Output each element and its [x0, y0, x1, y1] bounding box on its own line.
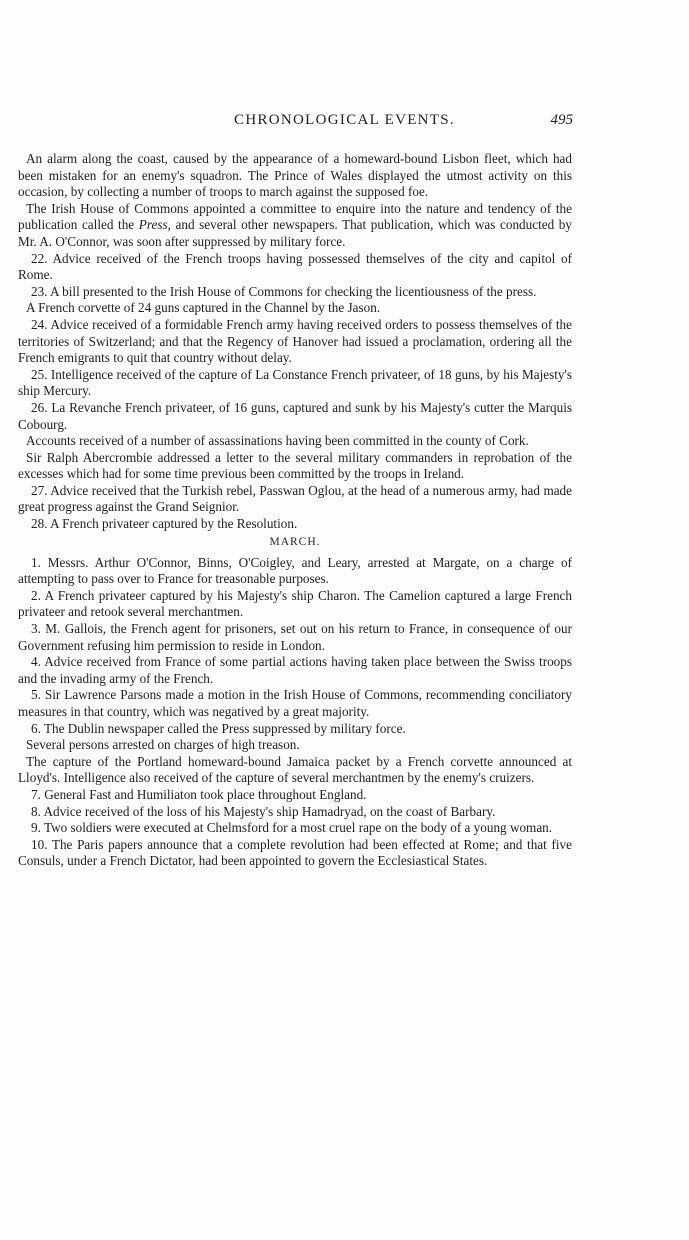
entry-march-1: 1. Messrs. Arthur O'Connor, Binns, O'Coigley, and Leary, arrested at Margate, on a charge of attempting to pass over to France for treasonable purposes.: [18, 554, 572, 587]
paragraph-text-before: The Irish House of Commons appointed a committee to enquire into the nature and tendency of the publication called the: [18, 200, 572, 233]
entry-march-6: 6. The Dublin newspaper called the Press suppressed by military force.: [31, 720, 406, 736]
paragraph-alarm: An alarm along the coast, caused by the appearance of a homeward-bound Lisbon fleet, which had been mistaken for an enemy's squadron. The Prince of Wales displayed the utmost activity on this occasion, by collecting a number of troops to march against the supposed foe.: [18, 151, 572, 200]
entry-26: 26. La Revanche French privateer, of 16 guns, captured and sunk by his Majesty's cutter the Marquis Cobourg.: [18, 399, 572, 432]
paragraph-irish-commons-committee: [18, 201, 572, 251]
entry-27: 27. Advice received that the Turkish rebel, Passwan Oglou, at the head of a numerous army, had made great progress against the Grand Seignior.: [18, 482, 572, 515]
entry-march-3: 3. M. Gallois, the French agent for prisoners, set out on his return to France, in consequence of our Government refusing him permission to reside in London.: [18, 621, 572, 653]
running-head: CHRONOLOGICAL EVENTS.: [234, 112, 455, 128]
text-column: [18, 151, 572, 870]
paragraph-portland-packet: The capture of the Portland homeward-bound Jamaica packet by a French corvette announced at Lloyd's. Intelligence also received of the capture of several merchantmen by the enemy's cruizers.: [18, 753, 572, 786]
entry-24: 24. Advice received of a formidable French army having received orders to possess themselves of the territories of Switzerland; and that the Regency of Hanover had issued a proclamation, ordering all the French emigrants to quit that country without delay.: [18, 316, 572, 366]
paragraph-abercrombie: Sir Ralph Abercrombie addressed a letter to the several military commanders in reprobation of the excesses which had for some time previous been committed by the troops in Ireland.: [18, 449, 572, 482]
entry-march-5: 5. Sir Lawrence Parsons made a motion in the Irish House of Commons, recommending conciliatory measures in that country, which was negatived by a great majority.: [18, 687, 572, 719]
entry-march-8: 8. Advice received of the loss of his Majesty's ship Hamadryad, on the coast of Barbary.: [31, 803, 496, 819]
entry-march-2: 2. A French privateer captured by his Majesty's ship Charon. The Camelion captured a large French privateer and retook several merchantmen.: [18, 587, 572, 620]
paragraph-corvette: A French corvette of 24 guns captured in the Channel by the Jason.: [26, 300, 381, 316]
entry-25: 25. Intelligence received of the capture of La Constance French privateer, of 18 guns, by his Majesty's ship Mercury.: [18, 366, 572, 399]
page-header: [0, 112, 689, 136]
entry-22: 22. Advice received of the French troops having possessed themselves of the city and capitol of Rome.: [18, 250, 572, 283]
entry-23: 23. A bill presented to the Irish House of Commons for checking the licentiousness of the press.: [31, 283, 537, 299]
section-heading-march: MARCH.: [269, 535, 321, 548]
entry-march-10: 10. The Paris papers announce that a complete revolution had been effected at Rome; and that five Consuls, under a French Dictator, had been appointed to govern the Ecclesiastical States.: [18, 836, 572, 869]
page-number: 495: [550, 112, 573, 128]
entry-march-4: 4. Advice received from France of some partial actions having taken place between the Swiss troops and the invading army of the French.: [18, 654, 572, 686]
entry-march-9: 9. Two soldiers were executed at Chelmsford for a most cruel rape on the body of a young woman.: [31, 820, 553, 836]
entry-march-7: 7. General Fast and Humiliaton took place throughout England.: [31, 786, 367, 802]
paragraph-assassinations: Accounts received of a number of assassinations having been committed in the county of Cork.: [26, 433, 529, 449]
entry-28: 28. A French privateer captured by the Resolution.: [31, 516, 298, 532]
paragraph-high-treason: Several persons arrested on charges of high treason.: [26, 737, 300, 753]
paragraph-text-after: and several other newspapers. That publication, which was conducted by Mr. A. O'Connor, was soon after suppressed by military force.: [18, 217, 572, 249]
press-title: Press,: [138, 217, 171, 233]
